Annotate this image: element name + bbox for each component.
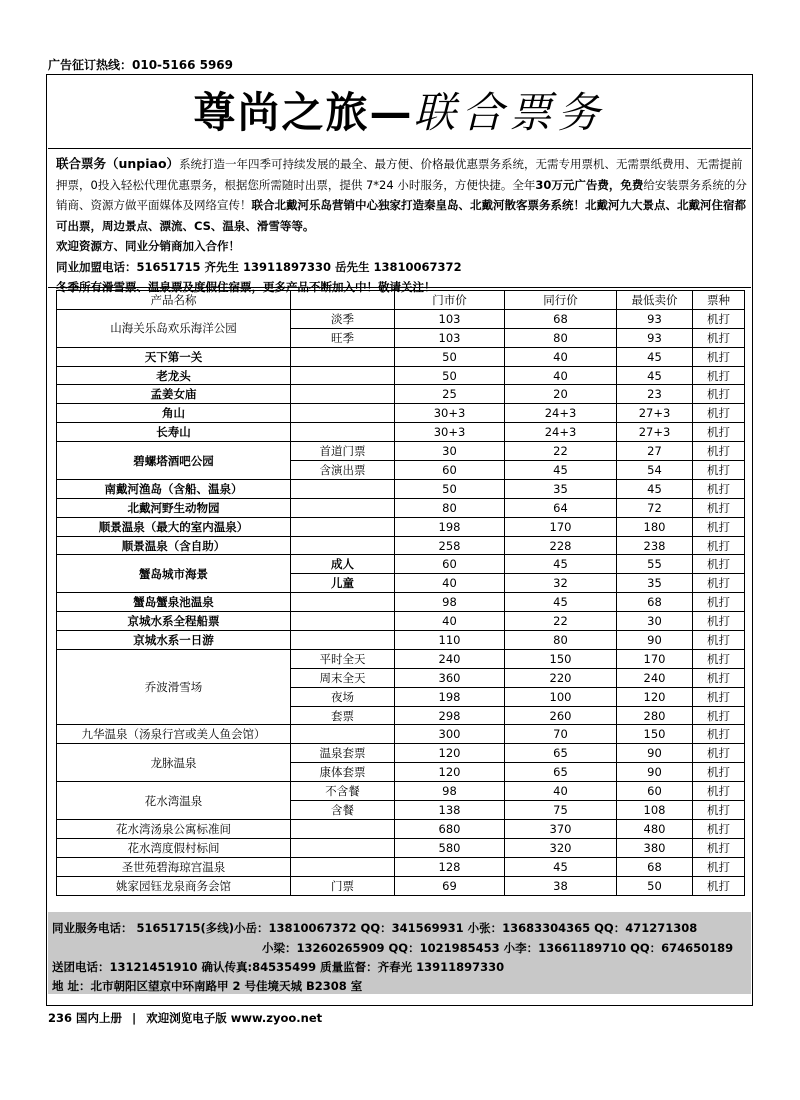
retail-price-cell: 580 — [395, 838, 505, 857]
ticket-type-cell: 机打 — [693, 744, 745, 763]
variant-cell: 含餐 — [291, 801, 395, 820]
variant-cell: 夜场 — [291, 687, 395, 706]
product-name-cell: 顺景温泉（含自助） — [57, 536, 291, 555]
min-price-cell: 35 — [617, 574, 693, 593]
min-price-cell: 27 — [617, 442, 693, 461]
ticket-type-cell: 机打 — [693, 838, 745, 857]
trade-price-cell: 65 — [505, 744, 617, 763]
min-price-cell: 27+3 — [617, 423, 693, 442]
table-row — [57, 819, 745, 838]
ticket-type-cell: 机打 — [693, 461, 745, 480]
variant-cell: 平时全天 — [291, 649, 395, 668]
retail-price-cell: 50 — [395, 347, 505, 366]
table-row — [57, 498, 745, 517]
min-price-cell: 90 — [617, 631, 693, 650]
ticket-type-cell: 机打 — [693, 366, 745, 385]
retail-price-cell: 120 — [395, 763, 505, 782]
intro-contacts: 同业加盟电话：51651715 齐先生 13911897330 岳先生 13810067372 — [56, 259, 462, 274]
trade-price-cell: 75 — [505, 801, 617, 820]
footer-group-line: 送团电话：13121451910 确认传真:84535499 质量监督：齐春光 13911897330 — [52, 960, 505, 974]
product-name-cell: 京城水系全程船票 — [57, 612, 291, 631]
product-name-cell: 龙脉温泉 — [57, 744, 291, 782]
retail-price-cell: 240 — [395, 649, 505, 668]
table-row — [57, 536, 745, 555]
trade-price-cell: 100 — [505, 687, 617, 706]
variant-cell: 成人 — [291, 555, 395, 574]
variant-cell: 周末全天 — [291, 668, 395, 687]
variant-cell — [291, 366, 395, 385]
variant-cell — [291, 385, 395, 404]
section-label: 国内上册 — [76, 1011, 123, 1025]
ticket-type-cell: 机打 — [693, 536, 745, 555]
variant-cell — [291, 857, 395, 876]
trade-price-cell: 40 — [505, 347, 617, 366]
intro-notice: 冬季所有滑雪票、温泉票及度假住宿票，更多产品不断加入中！敬请关注！ — [56, 280, 436, 294]
trade-price-cell: 260 — [505, 706, 617, 725]
intro-p2: 给安装票务系统的分销商、资源方做平面媒体及网络宣传！ — [56, 177, 747, 212]
variant-cell — [291, 423, 395, 442]
product-name-cell: 花水湾温泉 — [57, 782, 291, 820]
variant-cell: 康体套票 — [291, 763, 395, 782]
retail-price-cell: 60 — [395, 555, 505, 574]
product-name-cell: 乔波滑雪场 — [57, 649, 291, 725]
table-divider — [48, 287, 751, 288]
footer-separator: | — [132, 1011, 137, 1025]
retail-price-cell: 680 — [395, 819, 505, 838]
product-name-cell: 九华温泉（汤泉行宫或美人鱼会馆） — [57, 725, 291, 744]
col-header-min-price: 最低卖价 — [617, 291, 693, 310]
min-price-cell: 180 — [617, 517, 693, 536]
ticket-type-cell: 机打 — [693, 706, 745, 725]
variant-cell — [291, 819, 395, 838]
intro-p3: 联合北戴河乐岛营销中心独家打造秦皇岛、北戴河散客票务系统！北戴河九大景点、北戴河住宿都可出票，周边景点、漂流、CS、温泉、滑雪等等。 — [56, 198, 746, 233]
table-row — [57, 442, 745, 461]
product-name-cell: 花水湾汤泉公寓标准间 — [57, 819, 291, 838]
min-price-cell: 90 — [617, 763, 693, 782]
retail-price-cell: 103 — [395, 328, 505, 347]
trade-price-cell: 64 — [505, 498, 617, 517]
min-price-cell: 60 — [617, 782, 693, 801]
retail-price-cell: 110 — [395, 631, 505, 650]
trade-price-cell: 228 — [505, 536, 617, 555]
trade-price-cell: 80 — [505, 328, 617, 347]
retail-price-cell: 298 — [395, 706, 505, 725]
ticket-type-cell: 机打 — [693, 668, 745, 687]
variant-cell: 不含餐 — [291, 782, 395, 801]
trade-price-cell: 32 — [505, 574, 617, 593]
page-number: 236 — [48, 1011, 73, 1025]
contact-footer — [48, 912, 751, 994]
product-name-cell: 长寿山 — [57, 423, 291, 442]
ticket-type-cell: 机打 — [693, 479, 745, 498]
min-price-cell: 27+3 — [617, 404, 693, 423]
retail-price-cell: 60 — [395, 461, 505, 480]
product-name-cell: 孟姜女庙 — [57, 385, 291, 404]
footer-address: 地 址：北市朝阳区望京中环南路甲 2 号佳境天城 B2308 室 — [52, 979, 363, 993]
banner-title — [48, 80, 751, 146]
retail-price-cell: 198 — [395, 517, 505, 536]
ticket-type-cell: 机打 — [693, 782, 745, 801]
min-price-cell: 240 — [617, 668, 693, 687]
product-name-cell: 北戴河野生动物园 — [57, 498, 291, 517]
trade-price-cell: 45 — [505, 461, 617, 480]
retail-price-cell: 98 — [395, 593, 505, 612]
trade-price-cell: 370 — [505, 819, 617, 838]
variant-cell — [291, 479, 395, 498]
variant-cell: 套票 — [291, 706, 395, 725]
min-price-cell: 68 — [617, 593, 693, 612]
ticket-type-cell: 机打 — [693, 404, 745, 423]
product-name-cell: 天下第一关 — [57, 347, 291, 366]
min-price-cell: 45 — [617, 366, 693, 385]
page-footer — [48, 1010, 322, 1026]
table-row — [57, 347, 745, 366]
table-row — [57, 612, 745, 631]
table-row — [57, 876, 745, 895]
product-name-cell: 老龙头 — [57, 366, 291, 385]
trade-price-cell: 24+3 — [505, 423, 617, 442]
ticket-type-cell: 机打 — [693, 725, 745, 744]
trade-price-cell: 170 — [505, 517, 617, 536]
retail-price-cell: 120 — [395, 744, 505, 763]
ticket-type-cell: 机打 — [693, 593, 745, 612]
retail-price-cell: 50 — [395, 479, 505, 498]
variant-cell — [291, 536, 395, 555]
trade-price-cell: 38 — [505, 876, 617, 895]
product-name-cell: 角山 — [57, 404, 291, 423]
variant-cell: 旺季 — [291, 328, 395, 347]
retail-price-cell: 30+3 — [395, 423, 505, 442]
ticket-type-cell: 机打 — [693, 763, 745, 782]
product-name-cell: 蟹岛蟹泉池温泉 — [57, 593, 291, 612]
retail-price-cell: 40 — [395, 612, 505, 631]
variant-cell: 首道门票 — [291, 442, 395, 461]
retail-price-cell: 69 — [395, 876, 505, 895]
table-row — [57, 593, 745, 612]
min-price-cell: 68 — [617, 857, 693, 876]
product-name-cell: 姚家园钰龙泉商务会馆 — [57, 876, 291, 895]
min-price-cell: 280 — [617, 706, 693, 725]
variant-cell — [291, 498, 395, 517]
retail-price-cell: 80 — [395, 498, 505, 517]
min-price-cell: 150 — [617, 725, 693, 744]
retail-price-cell: 198 — [395, 687, 505, 706]
trade-price-cell: 35 — [505, 479, 617, 498]
ticket-type-cell: 机打 — [693, 498, 745, 517]
min-price-cell: 170 — [617, 649, 693, 668]
table-header-row — [57, 291, 745, 310]
website-link[interactable]: 欢迎浏览电子版 www.zyoo.net — [146, 1011, 323, 1025]
trade-price-cell: 45 — [505, 593, 617, 612]
variant-cell — [291, 347, 395, 366]
product-name-cell: 山海关乐岛欢乐海洋公园 — [57, 309, 291, 347]
variant-cell — [291, 631, 395, 650]
trade-price-cell: 45 — [505, 857, 617, 876]
trade-price-cell: 150 — [505, 649, 617, 668]
trade-price-cell: 45 — [505, 555, 617, 574]
ticket-type-cell: 机打 — [693, 347, 745, 366]
product-name-cell: 蟹岛城市海景 — [57, 555, 291, 593]
footer-service-line: 同业服务电话： 51651715(多线)小岳：13810067372 QQ：341569931 小张：13683304365 QQ：471271308 — [52, 921, 698, 935]
banner-divider — [48, 148, 751, 149]
min-price-cell: 108 — [617, 801, 693, 820]
trade-price-cell: 80 — [505, 631, 617, 650]
retail-price-cell: 360 — [395, 668, 505, 687]
ticket-type-cell: 机打 — [693, 574, 745, 593]
product-name-cell: 京城水系一日游 — [57, 631, 291, 650]
retail-price-cell: 30 — [395, 442, 505, 461]
min-price-cell: 72 — [617, 498, 693, 517]
trade-price-cell: 40 — [505, 366, 617, 385]
min-price-cell: 238 — [617, 536, 693, 555]
variant-cell — [291, 725, 395, 744]
ticket-type-cell: 机打 — [693, 612, 745, 631]
banner-main-text: 尊尚之旅— — [193, 88, 414, 137]
table-row — [57, 555, 745, 574]
retail-price-cell: 98 — [395, 782, 505, 801]
table-row — [57, 838, 745, 857]
min-price-cell: 90 — [617, 744, 693, 763]
min-price-cell: 380 — [617, 838, 693, 857]
ticket-type-cell: 机打 — [693, 649, 745, 668]
ticket-type-cell: 机打 — [693, 631, 745, 650]
retail-price-cell: 258 — [395, 536, 505, 555]
ticket-type-cell: 机打 — [693, 442, 745, 461]
price-table — [56, 290, 745, 896]
min-price-cell: 93 — [617, 309, 693, 328]
variant-cell: 儿童 — [291, 574, 395, 593]
ticket-type-cell: 机打 — [693, 328, 745, 347]
table-row — [57, 479, 745, 498]
ad-hotline: 广告征订热线：010-5166 5969 — [48, 58, 234, 72]
variant-cell — [291, 612, 395, 631]
ticket-type-cell: 机打 — [693, 819, 745, 838]
product-name-cell: 花水湾度假村标间 — [57, 838, 291, 857]
min-price-cell: 120 — [617, 687, 693, 706]
trade-price-cell: 65 — [505, 763, 617, 782]
retail-price-cell: 25 — [395, 385, 505, 404]
trade-price-cell: 320 — [505, 838, 617, 857]
table-row — [57, 725, 745, 744]
ticket-type-cell: 机打 — [693, 555, 745, 574]
product-name-cell: 圣世苑碧海琼宫温泉 — [57, 857, 291, 876]
ticket-type-cell: 机打 — [693, 687, 745, 706]
product-name-cell: 南戴河渔岛（含船、温泉） — [57, 479, 291, 498]
min-price-cell: 55 — [617, 555, 693, 574]
variant-cell: 温泉套票 — [291, 744, 395, 763]
ticket-type-cell: 机打 — [693, 423, 745, 442]
table-row — [57, 631, 745, 650]
retail-price-cell: 138 — [395, 801, 505, 820]
variant-cell — [291, 404, 395, 423]
trade-price-cell: 24+3 — [505, 404, 617, 423]
trade-price-cell: 20 — [505, 385, 617, 404]
variant-cell — [291, 838, 395, 857]
retail-price-cell: 50 — [395, 366, 505, 385]
min-price-cell: 54 — [617, 461, 693, 480]
table-row — [57, 404, 745, 423]
col-header-product: 产品名称 — [57, 291, 291, 310]
min-price-cell: 45 — [617, 479, 693, 498]
min-price-cell: 23 — [617, 385, 693, 404]
intro-p1: 系统打造一年四季可持续发展的最全、最方便、价格最优惠票务系统，无需专用票机、无需票纸费用、无需提前押票，0投入轻松代理优惠票务，根据您所需随时出票，提供 7*24 小时服务，方便快捷。全年 — [56, 157, 743, 192]
min-price-cell: 480 — [617, 819, 693, 838]
table-row — [57, 366, 745, 385]
retail-price-cell: 103 — [395, 309, 505, 328]
intro-lead: 联合票务（unpiao） — [56, 156, 180, 171]
table-row — [57, 782, 745, 801]
variant-cell — [291, 593, 395, 612]
price-table-body — [57, 309, 745, 895]
col-header-retail: 门市价 — [395, 291, 505, 310]
intro-text — [56, 154, 748, 298]
ticket-type-cell: 机打 — [693, 857, 745, 876]
trade-price-cell: 70 — [505, 725, 617, 744]
footer-service-line-2: 小梁：13260265909 QQ：1021985453 小李：13661189710 QQ：674650189 — [262, 941, 734, 955]
ticket-type-cell: 机打 — [693, 309, 745, 328]
col-header-trade: 同行价 — [505, 291, 617, 310]
ticket-type-cell: 机打 — [693, 385, 745, 404]
variant-cell: 含演出票 — [291, 461, 395, 480]
variant-cell — [291, 517, 395, 536]
banner-sub-text: 联合票务 — [413, 88, 606, 137]
ticket-type-cell: 机打 — [693, 801, 745, 820]
trade-price-cell: 68 — [505, 309, 617, 328]
product-name-cell: 顺景温泉（最大的室内温泉） — [57, 517, 291, 536]
retail-price-cell: 40 — [395, 574, 505, 593]
variant-cell: 淡季 — [291, 309, 395, 328]
min-price-cell: 93 — [617, 328, 693, 347]
trade-price-cell: 22 — [505, 442, 617, 461]
trade-price-cell: 40 — [505, 782, 617, 801]
trade-price-cell: 22 — [505, 612, 617, 631]
ticket-type-cell: 机打 — [693, 876, 745, 895]
table-row — [57, 857, 745, 876]
min-price-cell: 50 — [617, 876, 693, 895]
col-header-ticket-type: 票种 — [693, 291, 745, 310]
table-row — [57, 649, 745, 668]
min-price-cell: 30 — [617, 612, 693, 631]
trade-price-cell: 220 — [505, 668, 617, 687]
intro-p2-highlight: 30万元广告费，免费 — [535, 177, 644, 192]
retail-price-cell: 300 — [395, 725, 505, 744]
retail-price-cell: 128 — [395, 857, 505, 876]
min-price-cell: 45 — [617, 347, 693, 366]
retail-price-cell: 30+3 — [395, 404, 505, 423]
table-row — [57, 423, 745, 442]
table-row — [57, 309, 745, 328]
intro-welcome: 欢迎资源方、同业分销商加入合作！ — [56, 239, 240, 253]
ticket-type-cell: 机打 — [693, 517, 745, 536]
col-header-variant — [291, 291, 395, 310]
table-row — [57, 517, 745, 536]
table-row — [57, 385, 745, 404]
variant-cell: 门票 — [291, 876, 395, 895]
product-name-cell: 碧螺塔酒吧公园 — [57, 442, 291, 480]
table-row — [57, 744, 745, 763]
